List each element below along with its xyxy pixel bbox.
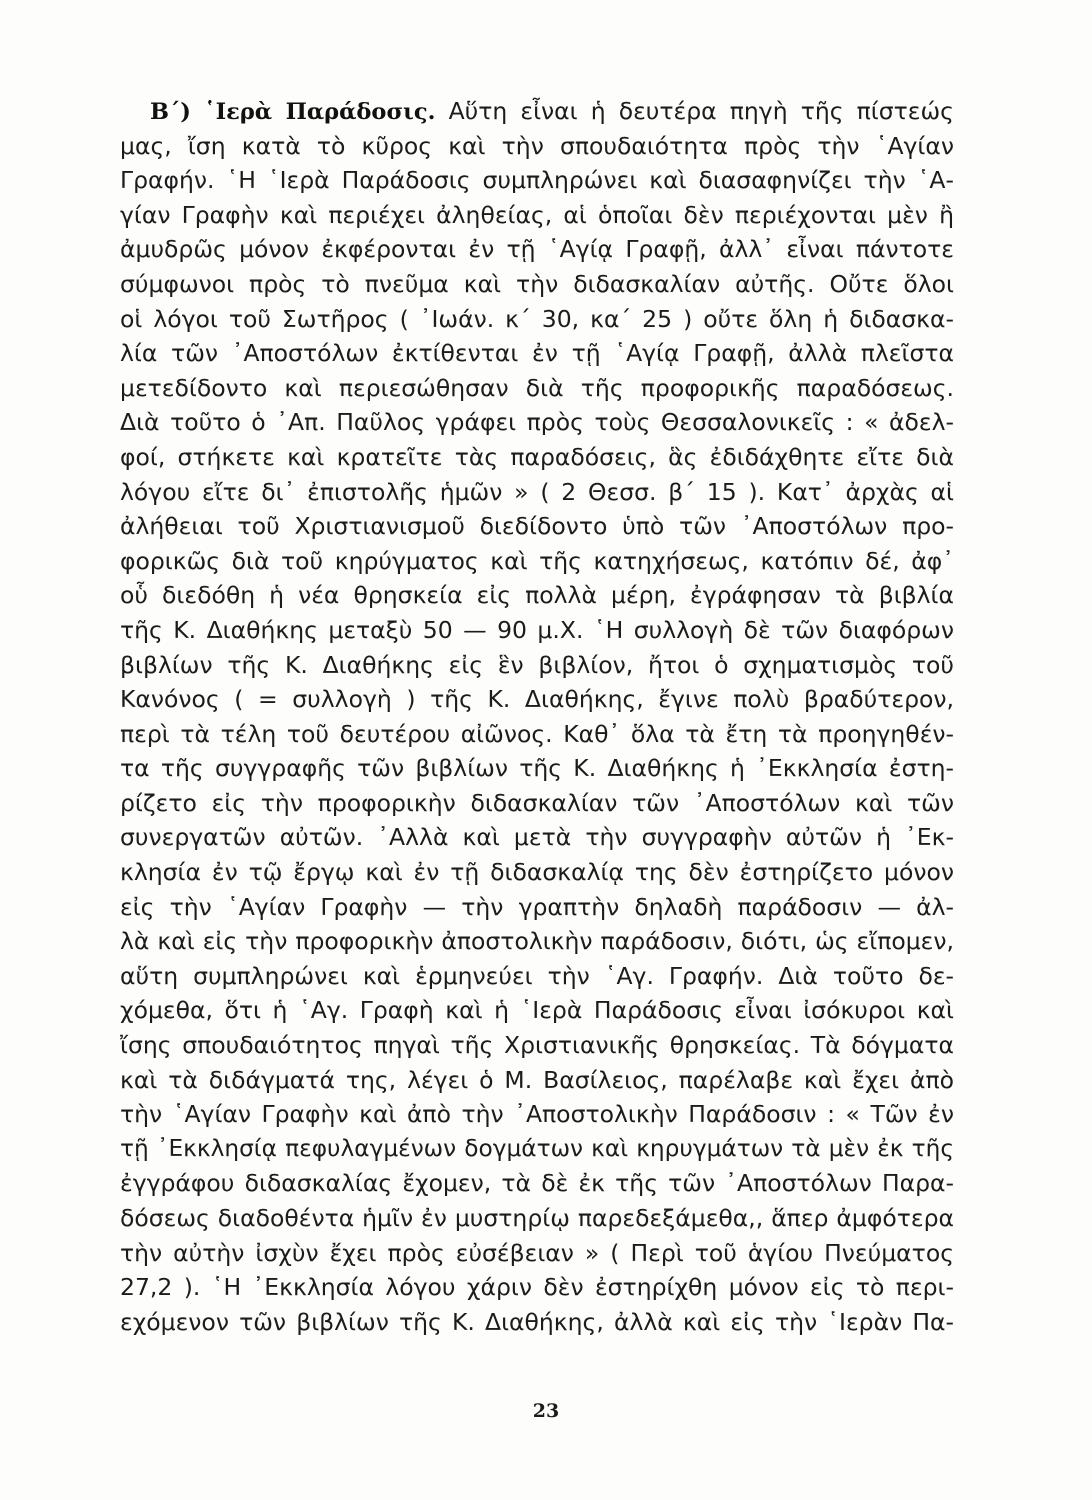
- text-line: κλησία ἐν τῷ ἔργῳ καὶ ἐν τῇ διδασκαλίᾳ της δὲν ἐστηρίζετο μόνον: [120, 858, 954, 887]
- text-line: ἴσης σπουδαιότητος πηγαὶ τῆς Χριστιανικῆς θρησκείας. Τὰ δόγματα: [120, 1031, 954, 1060]
- text-line: τα τῆς συγγραφῆς τῶν βιβλίων τῆς Κ. Διαθήκης ἡ ᾿Εκκλησία ἐστη-: [120, 754, 954, 783]
- text-line: γίαν Γραφὴν καὶ περιέχει ἀληθείας, αἱ ὁποῖαι δὲν περιέχονται μὲν ἢ: [120, 200, 954, 229]
- text-line: 27,2 ). ῾Η ᾿Εκκλησία λόγου χάριν δὲν ἐστηρίχθη μόνον εἰς τὸ περι-: [120, 1273, 954, 1302]
- text-line: λόγου εἴτε δι᾿ ἐπιστολῆς ἡμῶν » ( 2 Θεσσ. β΄ 15 ). Κατ᾿ ἀρχὰς αἱ: [120, 477, 954, 506]
- text-line: οἱ λόγοι τοῦ Σωτῆρος ( ᾿Ιωάν. κ΄ 30, κα΄ 25 ) οὔτε ὅλη ἡ διδασκα-: [120, 304, 954, 333]
- text-line: ρίζετο εἰς τὴν προφορικὴν διδασκαλίαν τῶν ᾿Αποστόλων καὶ τῶν: [120, 788, 954, 817]
- text-line: περὶ τὰ τέλη τοῦ δευτέρου αἰῶνος. Καθ᾿ ὅλα τὰ ἔτη τὰ προηγηθέν-: [120, 719, 954, 748]
- text-line: μας, ἴση κατὰ τὸ κῦρος καὶ τὴν σπουδαιότητα πρὸς τὴν ῾Αγίαν: [120, 131, 954, 160]
- text-line: αὕτη συμπληρώνει καὶ ἑρμηνεύει τὴν ῾Αγ. Γραφήν. Διὰ τοῦτο δε-: [120, 961, 954, 990]
- text-line: τῆς Κ. Διαθήκης μεταξὺ 50 — 90 μ.Χ. ῾Η συλλογὴ δὲ τῶν διαφόρων: [120, 615, 954, 644]
- text-line: τῇ ᾿Εκκλησίᾳ πεφυλαγμένων δογμάτων καὶ κηρυγμάτων τὰ μὲν ἐκ τῆς: [120, 1134, 954, 1162]
- section-heading: Β΄) ῾Ιερὰ Παράδοσις.: [150, 99, 436, 125]
- text-line: Κανόνος ( = συλλογὴ ) τῆς Κ. Διαθήκης, ἔγινε πολὺ βραδύτερον,: [120, 685, 954, 714]
- text-line: χόμεθα, ὅτι ἡ ῾Αγ. Γραφὴ καὶ ἡ ῾Ιερὰ Παράδοσις εἶναι ἰσόκυροι καὶ: [120, 996, 954, 1025]
- body-text: [120, 94, 954, 1339]
- text-line: φοί, στήκετε καὶ κρατεῖτε τὰς παραδόσεις, ἃς ἐδιδάχθητε εἴτε διὰ: [120, 442, 954, 471]
- text-line: βιβλίων τῆς Κ. Διαθήκης εἰς ἓν βιβλίον, ἤτοι ὁ σχηματισμὸς τοῦ: [120, 650, 954, 679]
- text-line: μετεδίδοντο καὶ περιεσώθησαν διὰ τῆς προφορικῆς παραδόσεως.: [120, 373, 954, 402]
- text-line: λὰ καὶ εἰς τὴν προφορικὴν ἀποστολικὴν παράδοσιν, διότι, ὡς εἴπομεν,: [120, 927, 954, 956]
- text-line: τὴν ῾Αγίαν Γραφὴν καὶ ἀπὸ τὴν ᾿Αποστολικὴν Παράδοσιν : « Τῶν ἐν: [120, 1100, 954, 1129]
- text-line: ἐγγράφου διδασκαλίας ἔχομεν, τὰ δὲ ἐκ τῆς τῶν ᾿Αποστόλων Παρα-: [120, 1169, 954, 1198]
- text-line: φορικῶς διὰ τοῦ κηρύγματος καὶ τῆς κατηχήσεως, κατόπιν δέ, ἀφ᾿: [120, 546, 954, 575]
- text-line: Γραφήν. ῾Η ῾Ιερὰ Παράδοσις συμπληρώνει καὶ διασαφηνίζει τὴν ῾Α-: [120, 166, 954, 195]
- text-line: ἀμυδρῶς μόνον ἐκφέρονται ἐν τῇ ῾Αγίᾳ Γραφῇ, ἀλλ᾿ εἶναι πάντοτε: [120, 235, 954, 264]
- text-line: εχόμενον τῶν βιβλίων τῆς Κ. Διαθήκης, ἀλλὰ καὶ εἰς τὴν ῾Ιερὰν Πα-: [120, 1307, 954, 1336]
- text-line: Διὰ τοῦτο ὁ ᾿Απ. Παῦλος γράφει πρὸς τοὺς Θεσσαλονικεῖς : « ἀδελ-: [120, 408, 954, 437]
- text-line: συνεργατῶν αὐτῶν. ᾿Αλλὰ καὶ μετὰ τὴν συγγραφὴν αὐτῶν ἡ ᾿Εκ-: [120, 823, 954, 852]
- text-line: οὗ διεδόθη ἡ νέα θρησκεία εἰς πολλὰ μέρη, ἐγράφησαν τὰ βιβλία: [120, 581, 954, 610]
- text-line: Β΄) ῾Ιερὰ Παράδοσις. Αὕτη εἶναι ἡ δευτέρα πηγὴ τῆς πίστεώς: [150, 97, 954, 125]
- text-line: εἰς τὴν ῾Αγίαν Γραφὴν — τὴν γραπτὴν δηλαδὴ παράδοσιν — ἀλ-: [120, 892, 954, 921]
- page-number: 23: [532, 1400, 560, 1422]
- text-line: ἀλήθειαι τοῦ Χριστιανισμοῦ διεδίδοντο ὑπὸ τῶν ᾿Αποστόλων προ-: [120, 512, 954, 541]
- text-line: δόσεως διαδοθέντα ἡμῖν ἐν μυστηρίῳ παρεδεξάμεθα,, ἅπερ ἀμφότερα: [120, 1204, 954, 1232]
- text-line: λία τῶν ᾿Αποστόλων ἐκτίθενται ἐν τῇ ῾Αγίᾳ Γραφῇ, ἀλλὰ πλεῖστα: [120, 339, 954, 368]
- text-line: καὶ τὰ διδάγματά της, λέγει ὁ Μ. Βασίλειος, παρέλαβε καὶ ἔχει ἀπὸ: [120, 1065, 954, 1094]
- text-line: σύμφωνοι πρὸς τὸ πνεῦμα καὶ τὴν διδασκαλίαν αὐτῆς. Οὔτε ὅλοι: [120, 269, 954, 298]
- text-line: τὴν αὐτὴν ἰσχὺν ἔχει πρὸς εὐσέβειαν » ( Περὶ τοῦ ἁγίου Πνεύματος: [120, 1238, 954, 1267]
